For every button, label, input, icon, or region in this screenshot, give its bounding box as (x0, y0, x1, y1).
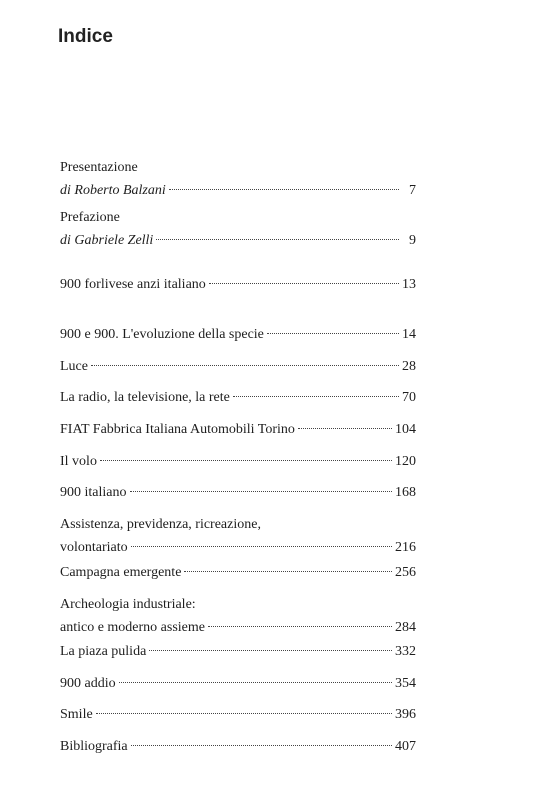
toc-entry-luce[interactable] (60, 355, 416, 378)
toc-entry-presentazione[interactable] (60, 156, 416, 202)
toc-entry-title: La radio, la televisione, la rete (60, 390, 230, 405)
toc-entry-title-cont: volontariato (60, 540, 128, 555)
toc-entry-bibliografia[interactable] (60, 735, 416, 758)
toc-entry-assistenza[interactable] (60, 513, 416, 559)
toc-entry-radio[interactable] (60, 386, 416, 409)
toc-entry-page: 396 (395, 707, 416, 722)
toc-entry-title: Luce (60, 359, 88, 374)
dot-leader (209, 269, 399, 284)
dot-leader (156, 225, 399, 240)
toc-entry-piaza[interactable] (60, 640, 416, 663)
toc-entry-title: 900 forlivese anzi italiano (60, 277, 206, 292)
toc-entry-page: 9 (409, 233, 416, 248)
toc-entry-title: 900 addio (60, 676, 116, 691)
toc-entry-fiat[interactable] (60, 418, 416, 441)
toc-entry-page: 216 (395, 540, 416, 555)
dot-leader (131, 731, 392, 746)
toc-entry-title: Archeologia industriale: (60, 597, 196, 612)
toc-entry-page: 70 (402, 390, 416, 405)
toc-entry-page: 354 (395, 676, 416, 691)
toc-entry-author: di Roberto Balzani (60, 183, 166, 198)
toc-entry-title: 900 e 900. L'evoluzione della specie (60, 327, 264, 342)
toc-entry-evoluzione[interactable] (60, 323, 416, 346)
toc-entry-title: Bibliografia (60, 739, 128, 754)
toc-entry-addio[interactable] (60, 672, 416, 695)
dot-leader (100, 446, 392, 461)
toc-entry-page: 168 (395, 485, 416, 500)
toc-entry-title: Assistenza, previdenza, ricreazione, (60, 517, 261, 532)
toc-entry-volo[interactable] (60, 450, 416, 473)
toc-entry-page: 28 (402, 359, 416, 374)
toc-entry-smile[interactable] (60, 703, 416, 726)
toc-entry-page: 120 (395, 454, 416, 469)
toc-entry-title: 900 italiano (60, 485, 127, 500)
toc-entry-author: di Gabriele Zelli (60, 233, 154, 248)
toc-entry-page: 104 (395, 422, 416, 437)
page-title: Indice (58, 26, 113, 47)
toc-entry-page: 256 (395, 565, 416, 580)
dot-leader (233, 382, 399, 397)
toc-entry-title: Presentazione (60, 160, 138, 175)
toc-entry-campagna[interactable] (60, 561, 416, 584)
dot-leader (298, 414, 392, 429)
toc-entry-title: Il volo (60, 454, 97, 469)
toc-entry-title: Prefazione (60, 210, 120, 225)
toc-entry-title-cont: antico e moderno assieme (60, 620, 206, 635)
toc-entry-page: 7 (409, 183, 416, 198)
dot-leader (267, 319, 399, 334)
toc-entry-page: 13 (402, 277, 416, 292)
dot-leader (130, 477, 393, 492)
toc-entry-title: Campagna emergente (60, 565, 182, 580)
toc-entry-page: 284 (395, 620, 416, 635)
toc-entry-archeologia[interactable] (60, 593, 416, 639)
dot-leader (96, 699, 392, 714)
toc-entry-page: 332 (395, 644, 416, 659)
dot-leader (169, 175, 399, 190)
toc-entry-title: FIAT Fabbrica Italiana Automobili Torino (60, 422, 295, 437)
toc-entry-prefazione[interactable] (60, 206, 416, 252)
toc-entry-900-italiano[interactable] (60, 481, 416, 504)
dot-leader (184, 557, 392, 572)
toc-entry-page: 407 (395, 739, 416, 754)
toc-entry-page: 14 (402, 327, 416, 342)
toc-entry-title: La piaza pulida (60, 644, 147, 659)
dot-leader (119, 668, 392, 683)
dot-leader (91, 351, 399, 366)
dot-leader (208, 612, 392, 627)
toc-entry-title: Smile (60, 707, 93, 722)
toc-entry-forlivese[interactable] (60, 273, 416, 296)
dot-leader (149, 636, 392, 651)
dot-leader (131, 532, 392, 547)
